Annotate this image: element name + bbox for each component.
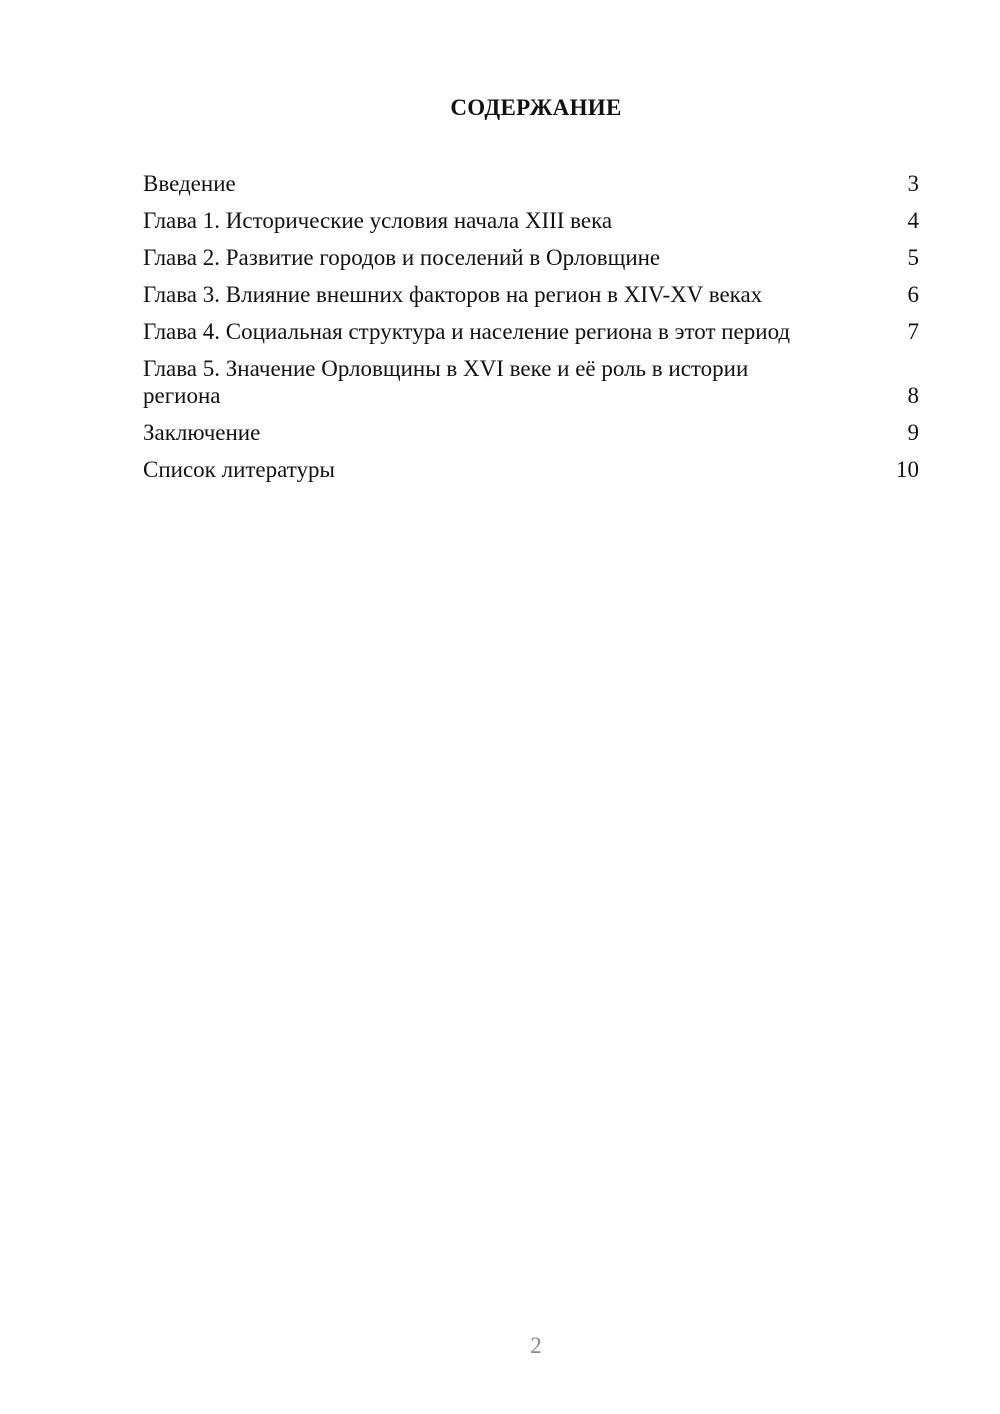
toc-entry-page: 5 <box>907 245 919 270</box>
toc-entry[interactable] <box>143 281 919 308</box>
toc-entry-page: 8 <box>907 383 919 408</box>
toc-entry-page: 6 <box>907 282 919 307</box>
page-number: 2 <box>530 1333 542 1358</box>
toc-entry[interactable] <box>143 419 919 446</box>
toc-entry-page: 10 <box>896 457 919 482</box>
toc-entry-label: Глава 5. Значение Орловщины в XVI веке и её роль в истории региона <box>143 356 749 408</box>
toc-entry-label: Глава 1. Исторические условия начала XIII века <box>143 208 613 233</box>
toc-entry-page: 4 <box>907 208 919 233</box>
table-of-contents <box>143 170 919 493</box>
toc-entry-label: Глава 4. Социальная структура и население региона в этот период <box>143 319 791 344</box>
toc-entry-label: Глава 2. Развитие городов и поселений в Орловщине <box>143 245 661 270</box>
toc-entry-label: Заключение <box>143 420 261 445</box>
toc-entry[interactable] <box>143 355 919 409</box>
toc-entry-label: Глава 3. Влияние внешних факторов на регион в XIV-XV веках <box>143 282 763 307</box>
toc-entry-page: 3 <box>907 171 919 196</box>
toc-entry-page: 7 <box>907 319 919 344</box>
toc-entry[interactable] <box>143 170 919 197</box>
toc-entry[interactable] <box>143 318 919 345</box>
page-title: СОДЕРЖАНИЕ <box>450 95 622 120</box>
toc-entry[interactable] <box>143 244 919 271</box>
toc-entry-label: Введение <box>143 171 236 196</box>
toc-entry[interactable] <box>143 207 919 234</box>
toc-entry-page: 9 <box>907 420 919 445</box>
toc-entry[interactable] <box>143 456 919 483</box>
toc-entry-label: Список литературы <box>143 457 335 482</box>
